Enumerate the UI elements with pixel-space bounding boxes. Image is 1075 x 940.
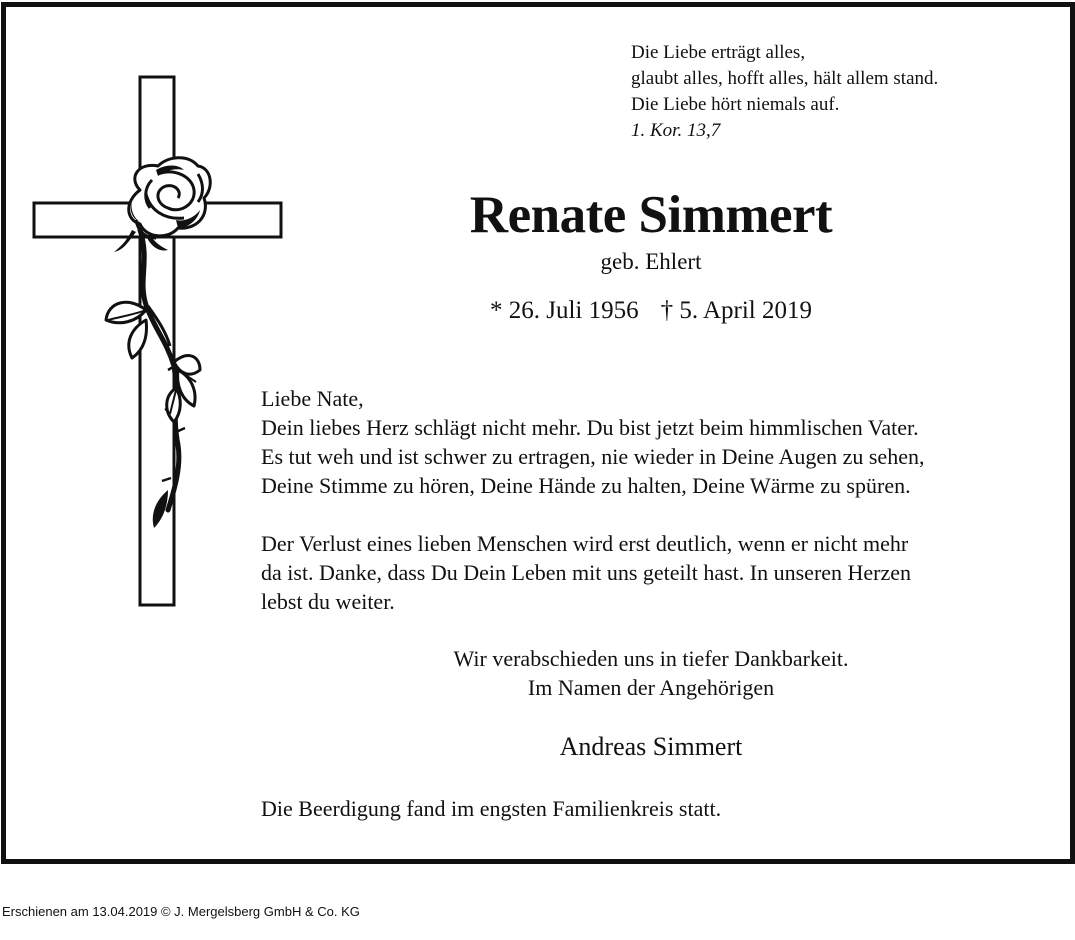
closing-line: Im Namen der Angehörigen <box>527 675 775 700</box>
letter-line: Dein liebes Herz schlägt nicht mehr. Du bist jetzt beim himmlischen Vater. <box>261 415 919 440</box>
letter-line: da ist. Danke, dass Du Dein Leben mit uns geteilt hast. In unseren Herzen <box>261 560 912 585</box>
birth-date: * 26. Juli 1956 <box>489 297 639 324</box>
maiden-name: geb. Ehlert <box>600 249 702 274</box>
life-dates <box>306 295 996 327</box>
publication-footer: Erschienen am 13.04.2019 © J. Mergelsberg GmbH & Co. KG <box>2 904 360 919</box>
verse-line: Die Liebe hört niemals auf. <box>631 94 840 115</box>
letter-line: Der Verlust eines lieben Menschen wird erst deutlich, wenn er nicht mehr <box>261 531 909 556</box>
death-date: † 5. April 2019 <box>660 297 813 324</box>
cross-with-rose-icon <box>28 70 288 610</box>
verse-line: glaubt alles, hofft alles, hält allem stand. <box>631 68 939 89</box>
verse-reference: 1. Kor. 13,7 <box>631 120 721 141</box>
letter-line: Es tut weh und ist schwer zu ertragen, nie wieder in Deine Augen zu sehen, <box>261 444 925 469</box>
letter-paragraph <box>261 384 1051 500</box>
funeral-note: Die Beerdigung fand im engsten Familienkreis statt. <box>261 796 722 821</box>
letter-line: lebst du weiter. <box>261 589 395 614</box>
obituary-notice <box>1 2 1075 864</box>
bible-verse <box>631 40 1051 144</box>
letter-paragraph <box>261 529 1051 616</box>
closing-statement <box>306 644 996 702</box>
closing-line: Wir verabschieden uns in tiefer Dankbarkeit. <box>453 646 849 671</box>
deceased-name: Renate Simmert <box>469 186 833 244</box>
farewell-letter <box>261 384 1051 616</box>
letter-line: Liebe Nate, <box>261 386 364 411</box>
letter-line: Deine Stimme zu hören, Deine Hände zu halten, Deine Wärme zu spüren. <box>261 473 911 498</box>
verse-line: Die Liebe erträgt alles, <box>631 42 806 63</box>
signer-name: Andreas Simmert <box>559 732 743 761</box>
